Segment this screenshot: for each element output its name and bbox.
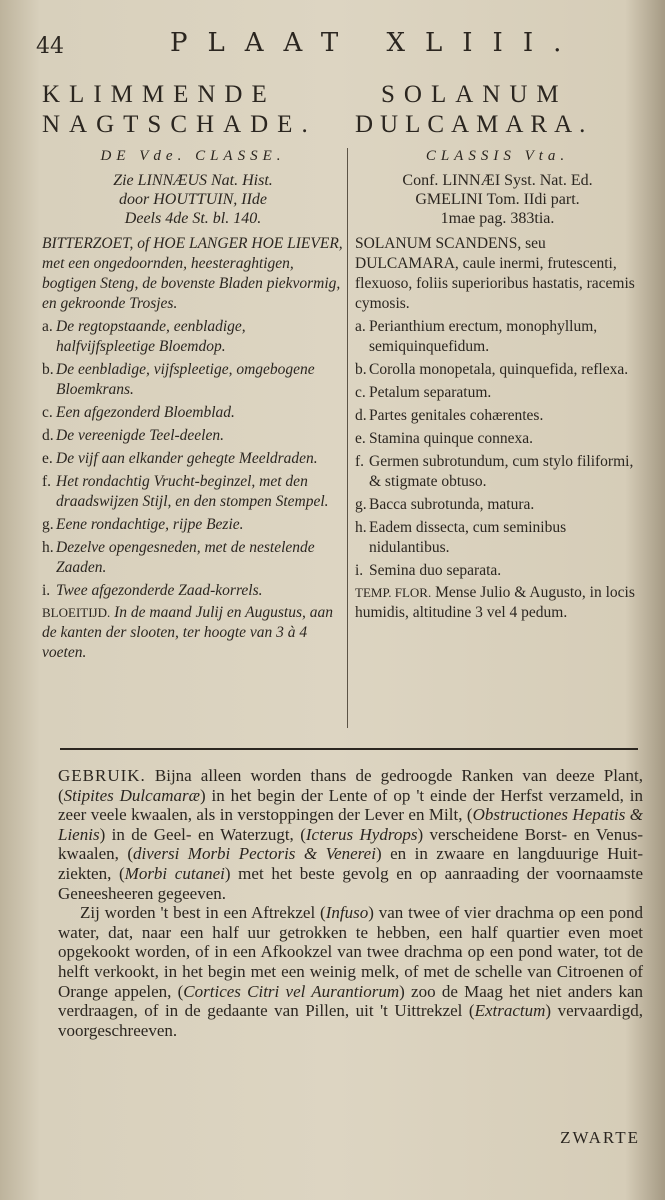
part-key: d. [355, 407, 367, 424]
part-item [355, 495, 640, 515]
part-key: g. [42, 516, 54, 533]
latin-term: Icterus Hydrops [305, 824, 418, 844]
latin-column [355, 80, 640, 623]
flowering-text: In de maand Julij en Augustus, aan de kanten der slooten, ter hoogte van 3 à 4 voeten. [42, 604, 333, 661]
part-text: Dezelve opengesneden, met de nestelende Zaaden. [56, 539, 315, 576]
page-header [0, 28, 665, 68]
latin-term: Extractum [474, 1001, 546, 1021]
dutch-title-2: NAGTSCHADE. [42, 111, 317, 138]
part-key: b. [355, 361, 367, 378]
part-text: Partes genitales cohærentes. [369, 407, 544, 424]
part-item [42, 360, 344, 400]
part-key: i. [42, 582, 51, 599]
usage-label: GEBRUIK. [58, 766, 146, 785]
dutch-column [42, 80, 344, 663]
dutch-ref-line: door HOUTTUIN, IIde [119, 191, 267, 208]
usage-paragraph-1 [58, 766, 643, 903]
latin-reference [355, 171, 640, 228]
part-item [355, 429, 640, 449]
latin-term: Morbi cutanei [124, 863, 225, 883]
latin-term: Stipites Dulcamaræ [63, 785, 200, 805]
part-text: De vijf aan elkander gehegte Meeldraden. [56, 450, 318, 467]
part-item [42, 449, 344, 469]
dutch-ref-line: Deels 4de St. bl. 140. [124, 210, 262, 227]
part-item [355, 518, 640, 558]
part-key: c. [42, 404, 53, 421]
part-key: d. [42, 427, 54, 444]
dutch-flowering-time [42, 603, 344, 663]
part-item [355, 452, 640, 492]
latin-term: Cortices Citri vel Aurantiorum [183, 981, 400, 1001]
part-text: Eene rondachtige, rijpe Bezie. [56, 516, 244, 533]
latin-term: diversi Morbi Pectoris & Venerei [133, 844, 376, 864]
latin-flowering-time [355, 583, 640, 623]
part-key: h. [355, 519, 367, 536]
part-text: De regtopstaande, eenbladige, halfvijfspleetige Bloemdop. [56, 318, 246, 355]
part-text: Corolla monopetala, quinquefida, reflexa. [369, 361, 629, 378]
part-item [42, 472, 344, 512]
latin-description: SOLANUM SCANDENS, seu DULCAMARA, caule inermi, frutescenti, flexuoso, foliis superioribus hastatis, racemis cymosis. [355, 235, 635, 312]
dutch-class: DE Vde. CLASSE. [100, 148, 286, 164]
part-text: Bacca subrotunda, matura. [369, 496, 535, 513]
catchword: ZWARTE [560, 1128, 640, 1147]
text-run: ) zoo de Maag het niet anders kan verdraagen, of in de gedaante van Pillen, uit 't Uittrekzel ( [58, 981, 643, 1021]
flowering-label: BLOEITIJD. [42, 605, 111, 620]
part-text: Stamina quinque connexa. [369, 430, 533, 447]
part-key: f. [355, 453, 365, 470]
usage-paragraph-2 [58, 903, 643, 1040]
latin-title-2: DULCAMARA. [355, 111, 593, 138]
part-key: i. [355, 562, 364, 579]
text-run: ) in de Geel- en Waterzugt, ( [99, 824, 306, 844]
part-item [42, 426, 344, 446]
part-key: f. [42, 473, 52, 490]
part-key: c. [355, 384, 366, 401]
latin-class: CLASSIS Vta. [425, 148, 570, 164]
part-text: De vereenigde Teel-deelen. [56, 427, 224, 444]
dutch-title-1: KLIMMENDE [42, 81, 276, 108]
text-run: ) vervaardigd, voorgeschreeven. [58, 1001, 643, 1040]
latin-term: Infuso [325, 903, 369, 923]
page-number: 44 [36, 34, 64, 59]
text-run: ) en in zwaare en langduurige Huit-ziekten, ( [58, 844, 643, 883]
text-run: Zij worden 't best in een Aftrekzel ( [80, 903, 326, 923]
part-text: Perianthium erectum, monophyllum, semiquinquefidum. [369, 318, 598, 355]
part-text: De eenbladige, vijfspleetige, omgebogene Bloemkrans. [56, 361, 315, 398]
column-divider [347, 148, 348, 728]
latin-ref-line: 1mae pag. 383tia. [440, 210, 555, 227]
part-key: e. [42, 450, 53, 467]
dutch-parts-list [42, 317, 344, 601]
part-item [355, 561, 640, 581]
part-item [42, 317, 344, 357]
text-run: ) van twee of vier drachma op een pond water, dat, naar een half uur getrokken te hebben, een half quartier even moet opgekookt worden, of in een Afkookzel van twee drachma op een pond water, tot de helft verkookt, in het begin met een weinig melk, of met de schelle van Citroenen of Orange appelen, ( [58, 903, 644, 1001]
part-key: a. [42, 318, 53, 335]
latin-title-1: SOLANUM [381, 81, 568, 108]
part-text: Eadem dissecta, cum seminibus nidulantibus. [369, 519, 567, 556]
dutch-ref-line: Zie LINNÆUS Nat. Hist. [113, 172, 273, 189]
part-text: Twee afgezonderde Zaad-korrels. [56, 582, 263, 599]
text-run: ) met het beste gevolg en op aanraading der voornaamste Geneesheeren gegeeven. [58, 863, 644, 903]
part-key: b. [42, 361, 54, 378]
dutch-description: BITTERZOET, of HOE LANGER HOE LIEVER, met een ongedoornden, heesteraghtigen, bogtigen Steng, de bovenste Bladen piekvormig, en gekroonde Trosjes. [42, 235, 343, 312]
text-run: Bijna alleen worden thans de gedroogde Ranken van deeze Plant, ( [58, 766, 643, 805]
tempflor-label: TEMP. FLOR. [355, 585, 432, 600]
text-run: ) verscheidene Borst- en Venus-kwaalen, ( [58, 824, 643, 864]
part-key: a. [355, 318, 366, 335]
part-item [355, 317, 640, 357]
part-item [355, 383, 640, 403]
text-run: ) in het begin der Lente of op 't einde der Herfst verzameld, in zeer veele kwaalen, als in verstoppingen der Lever en Milt, ( [58, 785, 643, 825]
dutch-reference [42, 171, 344, 228]
latin-parts-list [355, 317, 640, 581]
part-item [355, 406, 640, 426]
part-text: Het rondachtig Vrucht-beginzel, met den draadswijzen Stijl, en den stompen Stempel. [56, 473, 329, 510]
part-item [355, 360, 640, 380]
part-item [42, 581, 344, 601]
part-item [42, 515, 344, 535]
part-item [42, 403, 344, 423]
tempflor-text: Mense Julio & Augusto, in locis humidis, altitudine 3 vel 4 pedum. [355, 584, 635, 621]
latin-ref-line: Conf. LINNÆI Syst. Nat. Ed. [402, 172, 593, 189]
part-key: h. [42, 539, 54, 556]
part-text: Een afgezonderd Bloemblad. [56, 404, 235, 421]
usage-text [58, 766, 643, 1040]
latin-term: Obstructiones Hepatis & Lienis [58, 805, 643, 844]
part-item [42, 538, 344, 578]
plate-title: PLAAT XLIII. [170, 28, 582, 58]
latin-ref-line: GMELINI Tom. IIdi part. [415, 191, 580, 208]
section-rule [60, 748, 638, 750]
part-text: Semina duo separata. [369, 562, 502, 579]
part-key: g. [355, 496, 367, 513]
part-text: Germen subrotundum, cum stylo filiformi, & stigmate obtuso. [369, 453, 634, 490]
part-text: Petalum separatum. [369, 384, 492, 401]
part-key: e. [355, 430, 366, 447]
